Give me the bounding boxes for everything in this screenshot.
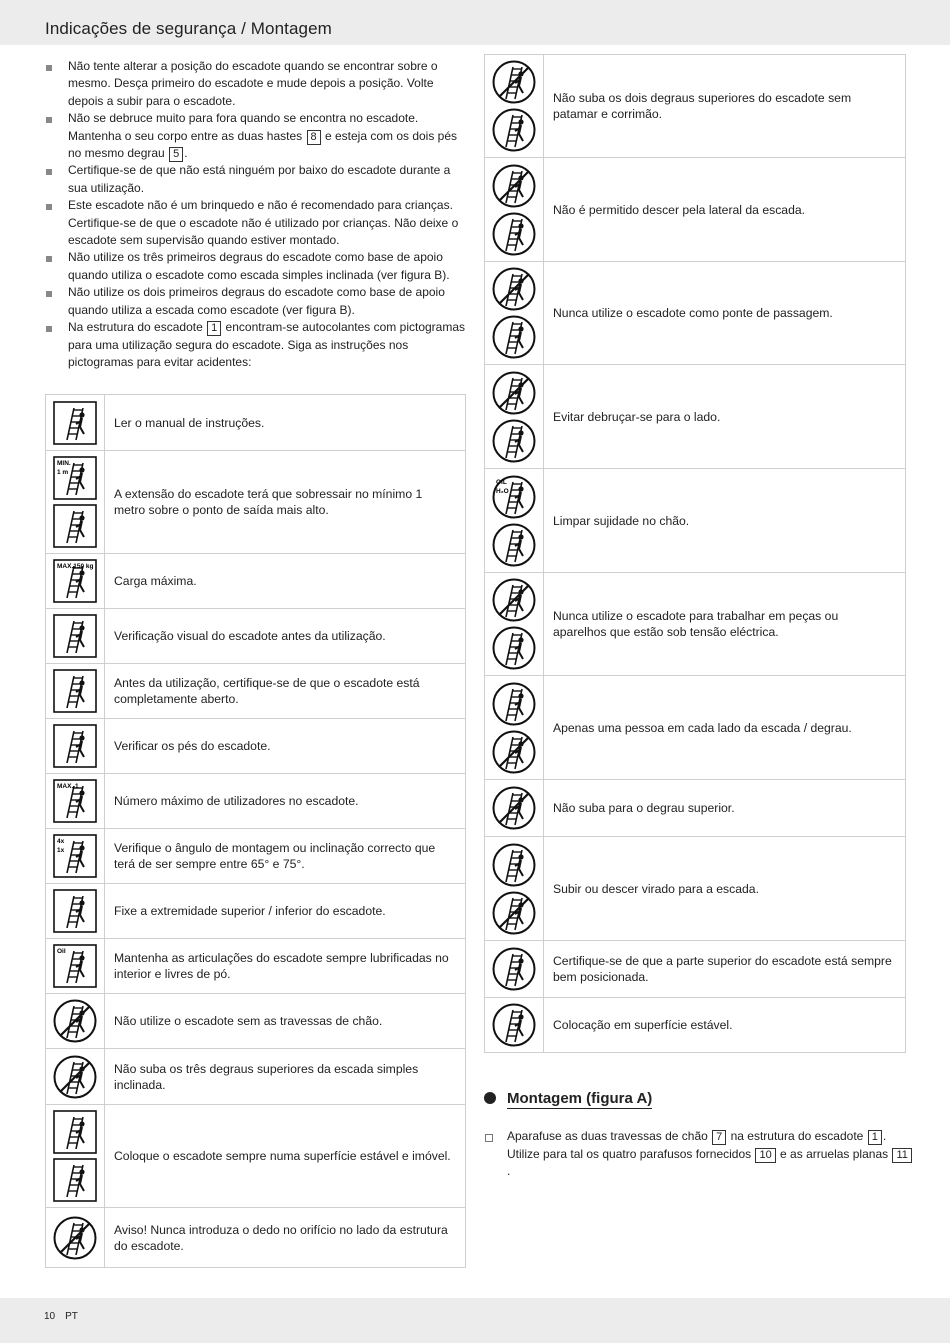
- pictogram-description: Nunca utilize o escadote como ponte de passagem.: [544, 262, 906, 365]
- assembly-heading: [484, 1090, 684, 1107]
- instruction-text: e esteja com os dois pés no mesmo degrau: [68, 128, 458, 161]
- list-item: [45, 197, 470, 249]
- no-electric-icon: [491, 577, 537, 623]
- slipping-ladder-icon: [491, 522, 537, 568]
- pictogram-row: [485, 676, 906, 780]
- pictogram-row: [46, 609, 466, 664]
- falling-ladder-icon: [491, 418, 537, 464]
- icon-label: 4x: [57, 838, 65, 845]
- pictogram-description: Limpar sujidade no chão.: [544, 469, 906, 573]
- pictogram-description: Não suba para o degrau superior.: [544, 780, 906, 837]
- instruction-text: Este escadote não é um brinquedo e não é recomendado para crianças. Certifique-se de que o escadote não é utilizado por crianças. Não deixe o escadote sem supervisão quando estiver montado.: [68, 198, 459, 248]
- pictogram-description: Aviso! Nunca introduza o dedo no orifício no lado da estrutura do escadote.: [105, 1208, 466, 1268]
- bullet-dot-icon: [484, 1092, 496, 1104]
- icon-label: MAX.150 kg: [57, 563, 94, 570]
- pictogram-row: [485, 365, 906, 469]
- pictogram-row: [46, 939, 466, 994]
- pictogram-description: Coloque o escadote sempre numa superfície estável e imóvel.: [105, 1105, 466, 1208]
- page-number: 10: [44, 1311, 56, 1322]
- no-finger-in-hole-icon: [52, 1215, 98, 1261]
- pictogram-cell: [46, 609, 105, 664]
- instruction-text: .: [507, 1164, 511, 1178]
- pictogram-row: [46, 884, 466, 939]
- pictogram-row: [485, 998, 906, 1053]
- part-number-box: 5: [169, 147, 183, 162]
- no-bridge-icon: [491, 266, 537, 312]
- pictogram-cell: [485, 262, 544, 365]
- instruction-text: Não utilize os três primeiros degraus do escadote como base de apoio quando utiliza o escadote como escada simples inclinada (ver figura B).: [68, 250, 450, 282]
- one-person-icon: [491, 681, 537, 727]
- pictogram-cell: [485, 941, 544, 998]
- pictogram-description: A extensão do escadote terá que sobressair no mínimo 1 metro sobre o ponto de saída mais alto.: [105, 451, 466, 554]
- pictogram-cell: [485, 837, 544, 941]
- pictogram-row: [46, 719, 466, 774]
- pictogram-cell: [46, 1049, 105, 1105]
- instruction-text: Certifique-se de que não está ninguém por baixo do escadote durante a sua utilização.: [68, 163, 451, 195]
- pictogram-cell: [485, 158, 544, 262]
- list-item: [45, 110, 470, 162]
- icon-label: OIL: [496, 478, 507, 486]
- no-two-persons-icon: [491, 729, 537, 775]
- instruction-text: Na estrutura do escadote: [68, 320, 207, 335]
- language-code: PT: [65, 1311, 78, 1322]
- pictogram-description: Mantenha as articulações do escadote sempre lubrificadas no interior e livres de pó.: [105, 939, 466, 994]
- pictogram-description: Evitar debruçar-se para o lado.: [544, 365, 906, 469]
- pictogram-row: [46, 451, 466, 554]
- pictogram-row: [485, 469, 906, 573]
- footer-bar: [0, 1298, 950, 1343]
- pictogram-row: [46, 829, 466, 884]
- pictogram-description: Antes da utilização, certifique-se de que o escadote está completamente aberto.: [105, 664, 466, 719]
- pictogram-description: Carga máxima.: [105, 554, 466, 609]
- no-lean-sideways-icon: [491, 370, 537, 416]
- pictogram-row: [46, 554, 466, 609]
- instruction-text: Não se debruce muito para fora quando se encontra no escadote. Mantenha o seu corpo entre as duas hastes: [68, 111, 419, 143]
- feet-check-icon: [52, 723, 98, 769]
- pictogram-cell: [46, 829, 105, 884]
- pictogram-description: Fixe a extremidade superior / inferior do escadote.: [105, 884, 466, 939]
- pictogram-description: Ler o manual de instruções.: [105, 395, 466, 451]
- list-item: [45, 284, 470, 319]
- ladder-exit-1m-icon: [52, 503, 98, 549]
- pictogram-row: [46, 395, 466, 451]
- list-item: [45, 319, 470, 371]
- pictogram-table-left: [45, 394, 466, 1268]
- stable-surface-ok-icon: [52, 1109, 98, 1155]
- pictogram-description: Não suba os três degraus superiores da escada simples inclinada.: [105, 1049, 466, 1105]
- visual-check-icon: [52, 613, 98, 659]
- list-item: [45, 58, 470, 110]
- stable-placement-icon: [491, 1002, 537, 1048]
- top-positioned-icon: [491, 946, 537, 992]
- pictogram-cell: [46, 451, 105, 554]
- side-descent-icon: [491, 211, 537, 257]
- assembly-instructions-list: [484, 1128, 914, 1181]
- pictogram-cell: [46, 554, 105, 609]
- pictogram-cell: [46, 884, 105, 939]
- pictogram-row: [46, 1105, 466, 1208]
- part-number-box: 1: [868, 1130, 882, 1145]
- icon-label: MIN.: [57, 460, 71, 467]
- pictogram-cell: [485, 365, 544, 469]
- icon-label: 1x: [57, 847, 65, 854]
- icon-label: Oil: [57, 948, 66, 955]
- pictogram-description: Não utilize o escadote sem as travessas de chão.: [105, 994, 466, 1049]
- instruction-text: Não utilize os dois primeiros degraus do escadote como base de apoio quando utiliza a escada como escadote (ver figura B).: [68, 285, 445, 317]
- instruction-text: encontram-se autocolantes com pictogramas para uma utilização segura do escadote. Siga as instruções nos pictogramas para evitar acidentes:: [68, 320, 466, 369]
- pictogram-description: Certifique-se de que a parte superior do escadote está sempre bem posicionada.: [544, 941, 906, 998]
- pictogram-row: [46, 994, 466, 1049]
- pictogram-cell: [485, 676, 544, 780]
- instruction-text: Não tente alterar a posição do escadote quando se encontrar sobre o mesmo. Desça primeiro do escadote e mude depois a posição. Volte depois a subir para o escadote.: [68, 59, 438, 108]
- pictogram-row: [485, 158, 906, 262]
- pictogram-description: Nunca utilize o escadote para trabalhar em peças ou aparelhos que estão sob tensão eléctrica.: [544, 573, 906, 676]
- bridge-icon: [491, 314, 537, 360]
- power-line-icon: [491, 625, 537, 671]
- safety-instructions-list: [45, 58, 470, 371]
- pictogram-cell: [46, 719, 105, 774]
- pictogram-cell: [485, 55, 544, 158]
- instruction-text: .: [184, 146, 188, 161]
- no-top-three-steps-icon: [52, 1054, 98, 1100]
- no-side-descent-icon: [491, 163, 537, 209]
- pictogram-cell: [46, 939, 105, 994]
- instruction-text: na estrutura do escadote: [727, 1129, 867, 1143]
- pictogram-cell: [46, 1105, 105, 1208]
- page-title: Indicações de segurança / Montagem: [45, 19, 332, 38]
- no-without-crossbars-icon: [52, 998, 98, 1044]
- pictogram-description: Subir ou descer virado para a escada.: [544, 837, 906, 941]
- list-item: [484, 1128, 914, 1181]
- fully-open-icon: [52, 668, 98, 714]
- icon-label: H₂O: [496, 487, 509, 495]
- pictogram-description: Número máximo de utilizadores no escadote.: [105, 774, 466, 829]
- pictogram-description: Verificar os pés do escadote.: [105, 719, 466, 774]
- pictogram-description: Apenas uma pessoa em cada lado da escada / degrau.: [544, 676, 906, 780]
- book-icon: [52, 400, 98, 446]
- pictogram-cell: [46, 1208, 105, 1268]
- part-number-box: 7: [712, 1130, 726, 1145]
- pictogram-row: [485, 941, 906, 998]
- face-ladder-icon: [491, 842, 537, 888]
- instruction-text: . Utilize para tal os quatro parafusos fornecidos: [507, 1129, 887, 1161]
- list-item: [45, 249, 470, 284]
- lubricate-joints-icon: [52, 943, 98, 989]
- pictogram-table-right: [484, 54, 906, 1053]
- pictogram-row: [46, 1049, 466, 1105]
- pictogram-cell: [46, 774, 105, 829]
- pictogram-description: Não suba os dois degraus superiores do escadote sem patamar e corrimão.: [544, 55, 906, 158]
- fix-ends-icon: [52, 888, 98, 934]
- platform-railing-icon: [491, 107, 537, 153]
- instruction-text: e as arruelas planas: [776, 1146, 892, 1161]
- pictogram-row: [485, 780, 906, 837]
- angle-check-icon: [52, 833, 98, 879]
- no-top-steps-ok-icon: [491, 59, 537, 105]
- pictogram-cell: [46, 994, 105, 1049]
- pictogram-row: [485, 573, 906, 676]
- max-load-icon: [52, 558, 98, 604]
- header-bar: [0, 0, 950, 45]
- instruction-text: Aparafuse as duas travessas de chão: [507, 1129, 712, 1143]
- pictogram-row: [46, 774, 466, 829]
- pictogram-row: [485, 262, 906, 365]
- pictogram-row: [46, 1208, 466, 1268]
- part-number-box: 1: [207, 321, 221, 336]
- pictogram-cell: [46, 395, 105, 451]
- list-item: [45, 162, 470, 197]
- pictogram-cell: [485, 573, 544, 676]
- part-number-box: 11: [892, 1148, 911, 1163]
- pictogram-cell: [485, 780, 544, 837]
- pictogram-description: Colocação em superfície estável.: [544, 998, 906, 1053]
- unstable-surface-no-icon: [52, 1157, 98, 1203]
- dirty-floor-icon: [491, 474, 537, 520]
- assembly-title: Montagem (figura A): [507, 1090, 653, 1107]
- part-number-box: 10: [755, 1148, 775, 1163]
- pictogram-row: [485, 55, 906, 158]
- no-back-to-ladder-icon: [491, 890, 537, 936]
- part-number-box: 8: [307, 130, 321, 145]
- pictogram-description: Não é permitido descer pela lateral da escada.: [544, 158, 906, 262]
- pictogram-cell: [485, 998, 544, 1053]
- pictogram-cell: [485, 469, 544, 573]
- pictogram-description: Verificação visual do escadote antes da utilização.: [105, 609, 466, 664]
- no-top-step-icon: [491, 785, 537, 831]
- pictogram-cell: [46, 664, 105, 719]
- extension-min-1m-icon: [52, 455, 98, 501]
- pictogram-row: [46, 664, 466, 719]
- icon-label: 1 m: [57, 469, 69, 476]
- max-users-icon: [52, 778, 98, 824]
- icon-label: MAX. 1: [57, 783, 79, 790]
- pictogram-description: Verifique o ângulo de montagem ou inclinação correcto que terá de ser sempre entre 65° e 75°.: [105, 829, 466, 884]
- pictogram-row: [485, 837, 906, 941]
